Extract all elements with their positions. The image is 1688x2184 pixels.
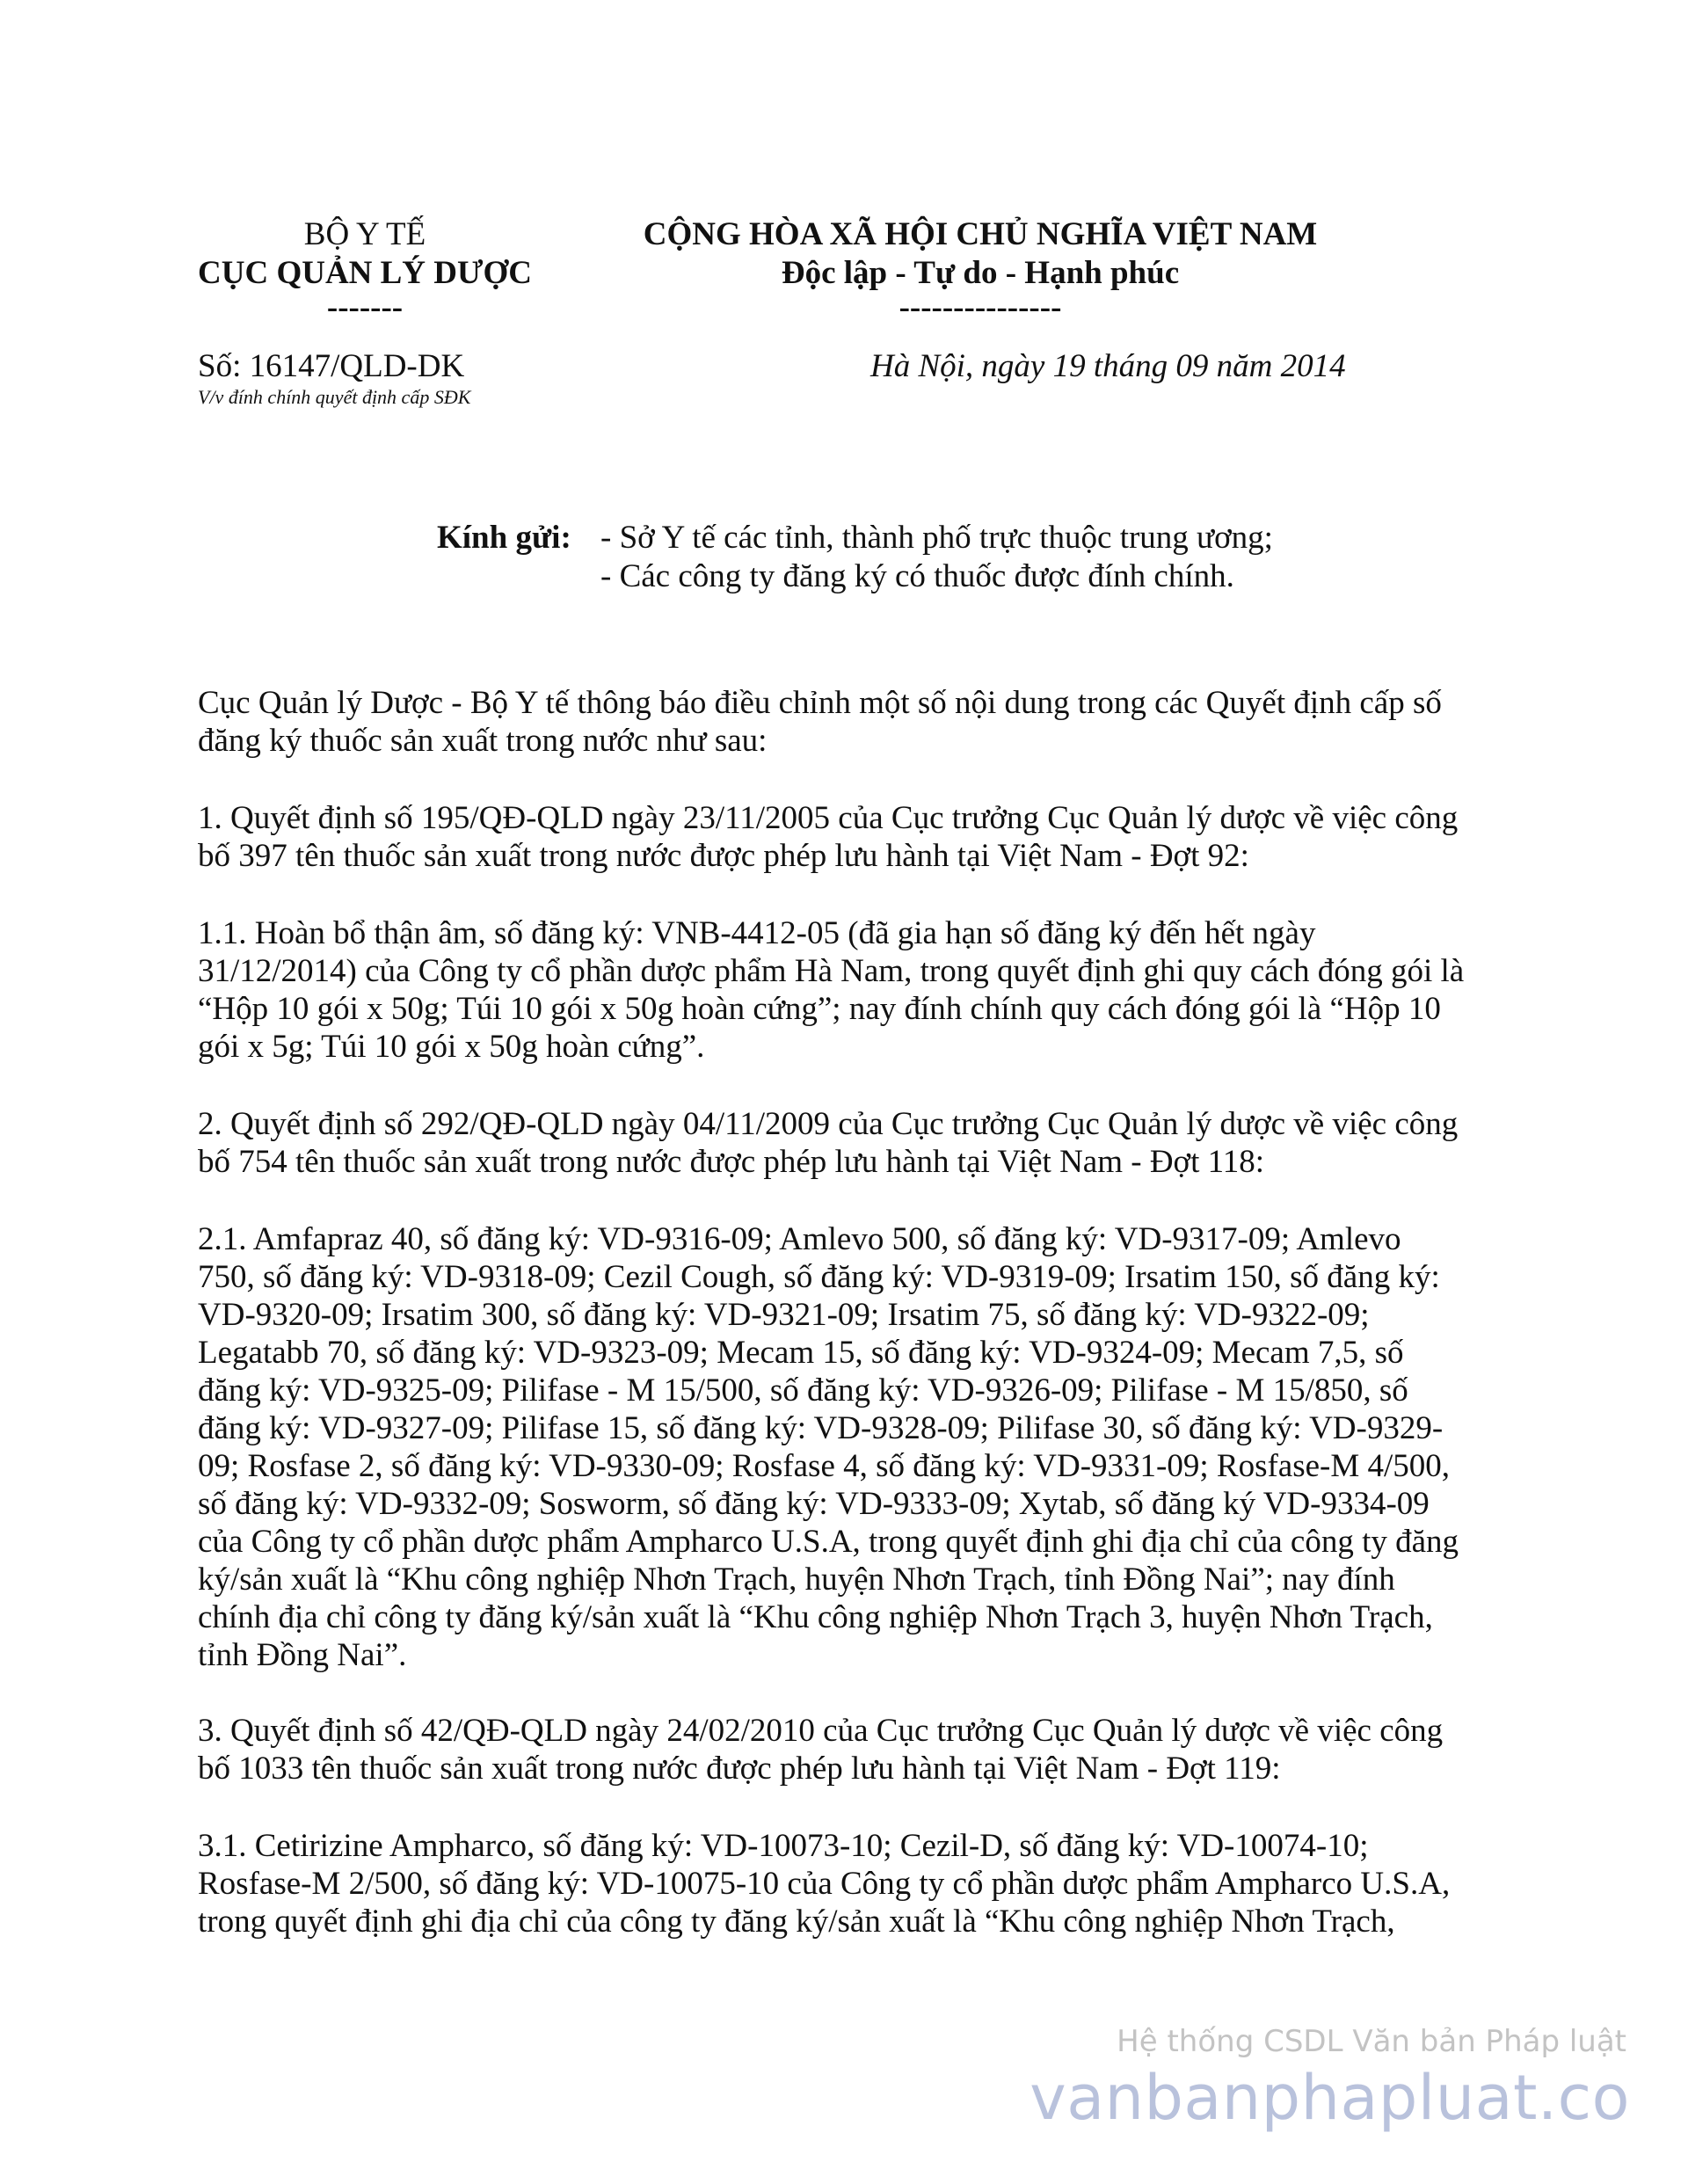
ministry-name: BỘ Y TẾ bbox=[303, 216, 426, 252]
text-line: 3. Quyết định số 42/QĐ-QLD ngày 24/02/2010 của Cục trưởng Cục Quản lý dược về việc công bbox=[198, 1713, 1444, 1749]
section-3-1 bbox=[198, 1827, 1508, 1940]
document-subject: V/v đính chính quyết định cấp SĐK bbox=[198, 386, 471, 408]
text-line: bố 397 tên thuốc sản xuất trong nước được phép lưu hành tại Việt Nam - Đợt 92: bbox=[198, 838, 1249, 874]
text-line: 2.1. Amfapraz 40, số đăng ký: VD-9316-09; Amlevo 500, số đăng ký: VD-9317-09; Amlevo bbox=[198, 1221, 1401, 1257]
text-line: đăng ký thuốc sản xuất trong nước như sau: bbox=[198, 723, 768, 759]
text-line: 31/12/2014) của Công ty cổ phần dược phẩm Hà Nam, trong quyết định ghi quy cách đóng gói là bbox=[198, 953, 1465, 989]
text-line: 09; Rosfase 2, số đăng ký: VD-9330-09; Rosfase 4, số đăng ký: VD-9331-09; Rosfase-M 4/500, bbox=[198, 1448, 1451, 1484]
recipients-list bbox=[600, 519, 1273, 596]
text-line: 2. Quyết định số 292/QĐ-QLD ngày 04/11/2009 của Cục trưởng Cục Quản lý dược về việc công bbox=[198, 1106, 1459, 1142]
text-line: của Công ty cổ phần dược phẩm Ampharco U.S.A, trong quyết định ghi địa chỉ của công ty đăng bbox=[198, 1524, 1459, 1560]
issuer-block bbox=[185, 215, 545, 323]
text-line: chính địa chỉ công ty đăng ký/sản xuất là “Khu công nghiệp Nhơn Trạch 3, huyện Nhơn Trạch, bbox=[198, 1599, 1433, 1635]
text-line: 1.1. Hoàn bổ thận âm, số đăng ký: VNB-4412-05 (đã gia hạn số đăng ký đến hết ngày bbox=[198, 915, 1316, 951]
national-heading bbox=[615, 215, 1345, 323]
document-number: Số: 16147/QLD-DK bbox=[198, 348, 465, 384]
text-line: bố 1033 tên thuốc sản xuất trong nước được phép lưu hành tại Việt Nam - Đợt 119: bbox=[198, 1751, 1281, 1787]
recipient-line: - Sở Y tế các tỉnh, thành phố trực thuộc trung ương; bbox=[600, 520, 1273, 556]
section-2-1 bbox=[198, 1220, 1508, 1674]
text-line: Legatabb 70, số đăng ký: VD-9323-09; Mecam 15, số đăng ký: VD-9324-09; Mecam 7,5, số bbox=[198, 1335, 1404, 1371]
motto-rule: --------------- bbox=[899, 289, 1062, 325]
section-1-1 bbox=[198, 914, 1508, 1066]
place-date: Hà Nội, ngày 19 tháng 09 năm 2014 bbox=[870, 348, 1346, 384]
text-line: số đăng ký: VD-9332-09; Sosworm, số đăng ký: VD-9333-09; Xytab, số đăng ký VD-9334-09 bbox=[198, 1486, 1430, 1522]
text-line: trong quyết định ghi địa chỉ của công ty đăng ký/sản xuất là “Khu công nghiệp Nhơn Trạch, bbox=[198, 1904, 1395, 1940]
intro-paragraph bbox=[198, 684, 1508, 760]
issuer-rule: ------- bbox=[326, 289, 404, 325]
country-name: CỘNG HÒA XÃ HỘI CHỦ NGHĨA VIỆT NAM bbox=[643, 216, 1318, 252]
text-line: Rosfase-M 2/500, số đăng ký: VD-10075-10 của Công ty cổ phần dược phẩm Ampharco U.S.A, bbox=[198, 1866, 1451, 1902]
watermark-site: vanbanphapluat.co bbox=[1030, 2062, 1630, 2134]
text-line: bố 754 tên thuốc sản xuất trong nước được phép lưu hành tại Việt Nam - Đợt 118: bbox=[198, 1144, 1265, 1180]
text-line: “Hộp 10 gói x 50g; Túi 10 gói x 50g hoàn cứng”; nay đính chính quy cách đóng gói là “Hộp 10 bbox=[198, 991, 1441, 1027]
section-1 bbox=[198, 799, 1508, 875]
section-3 bbox=[198, 1712, 1508, 1787]
recipient-line: - Các công ty đăng ký có thuốc được đính chính. bbox=[600, 558, 1234, 594]
text-line: 3.1. Cetirizine Ampharco, số đăng ký: VD-10073-10; Cezil-D, số đăng ký: VD-10074-10; bbox=[198, 1828, 1369, 1864]
department-name: CỤC QUẢN LÝ DƯỢC bbox=[198, 255, 532, 291]
text-line: tỉnh Đồng Nai”. bbox=[198, 1637, 407, 1673]
text-line: 750, số đăng ký: VD-9318-09; Cezil Cough, số đăng ký: VD-9319-09; Irsatim 150, số đăng ký: bbox=[198, 1259, 1440, 1295]
text-line: đăng ký: VD-9327-09; Pilifase 15, số đăng ký: VD-9328-09; Pilifase 30, số đăng ký: VD-9329- bbox=[198, 1410, 1444, 1446]
text-line: 1. Quyết định số 195/QĐ-QLD ngày 23/11/2005 của Cục trưởng Cục Quản lý dược về việc công bbox=[198, 800, 1459, 836]
national-motto: Độc lập - Tự do - Hạnh phúc bbox=[781, 255, 1180, 291]
section-2 bbox=[198, 1105, 1508, 1181]
text-line: đăng ký: VD-9325-09; Pilifase - M 15/500, số đăng ký: VD-9326-09; Pilifase - M 15/850, số bbox=[198, 1372, 1408, 1409]
text-line: gói x 5g; Túi 10 gói x 50g hoàn cứng”. bbox=[198, 1029, 705, 1065]
recipients-label: Kính gửi: bbox=[437, 520, 571, 556]
text-line: Cục Quản lý Dược - Bộ Y tế thông báo điều chỉnh một số nội dung trong các Quyết định cấp số bbox=[198, 685, 1442, 721]
text-line: VD-9320-09; Irsatim 300, số đăng ký: VD-9321-09; Irsatim 75, số đăng ký: VD-9322-09; bbox=[198, 1297, 1370, 1333]
text-line: ký/sản xuất là “Khu công nghiệp Nhơn Trạch, huyện Nhơn Trạch, tỉnh Đồng Nai”; nay đính bbox=[198, 1562, 1395, 1598]
watermark-caption: Hệ thống CSDL Văn bản Pháp luật bbox=[1117, 2024, 1626, 2059]
